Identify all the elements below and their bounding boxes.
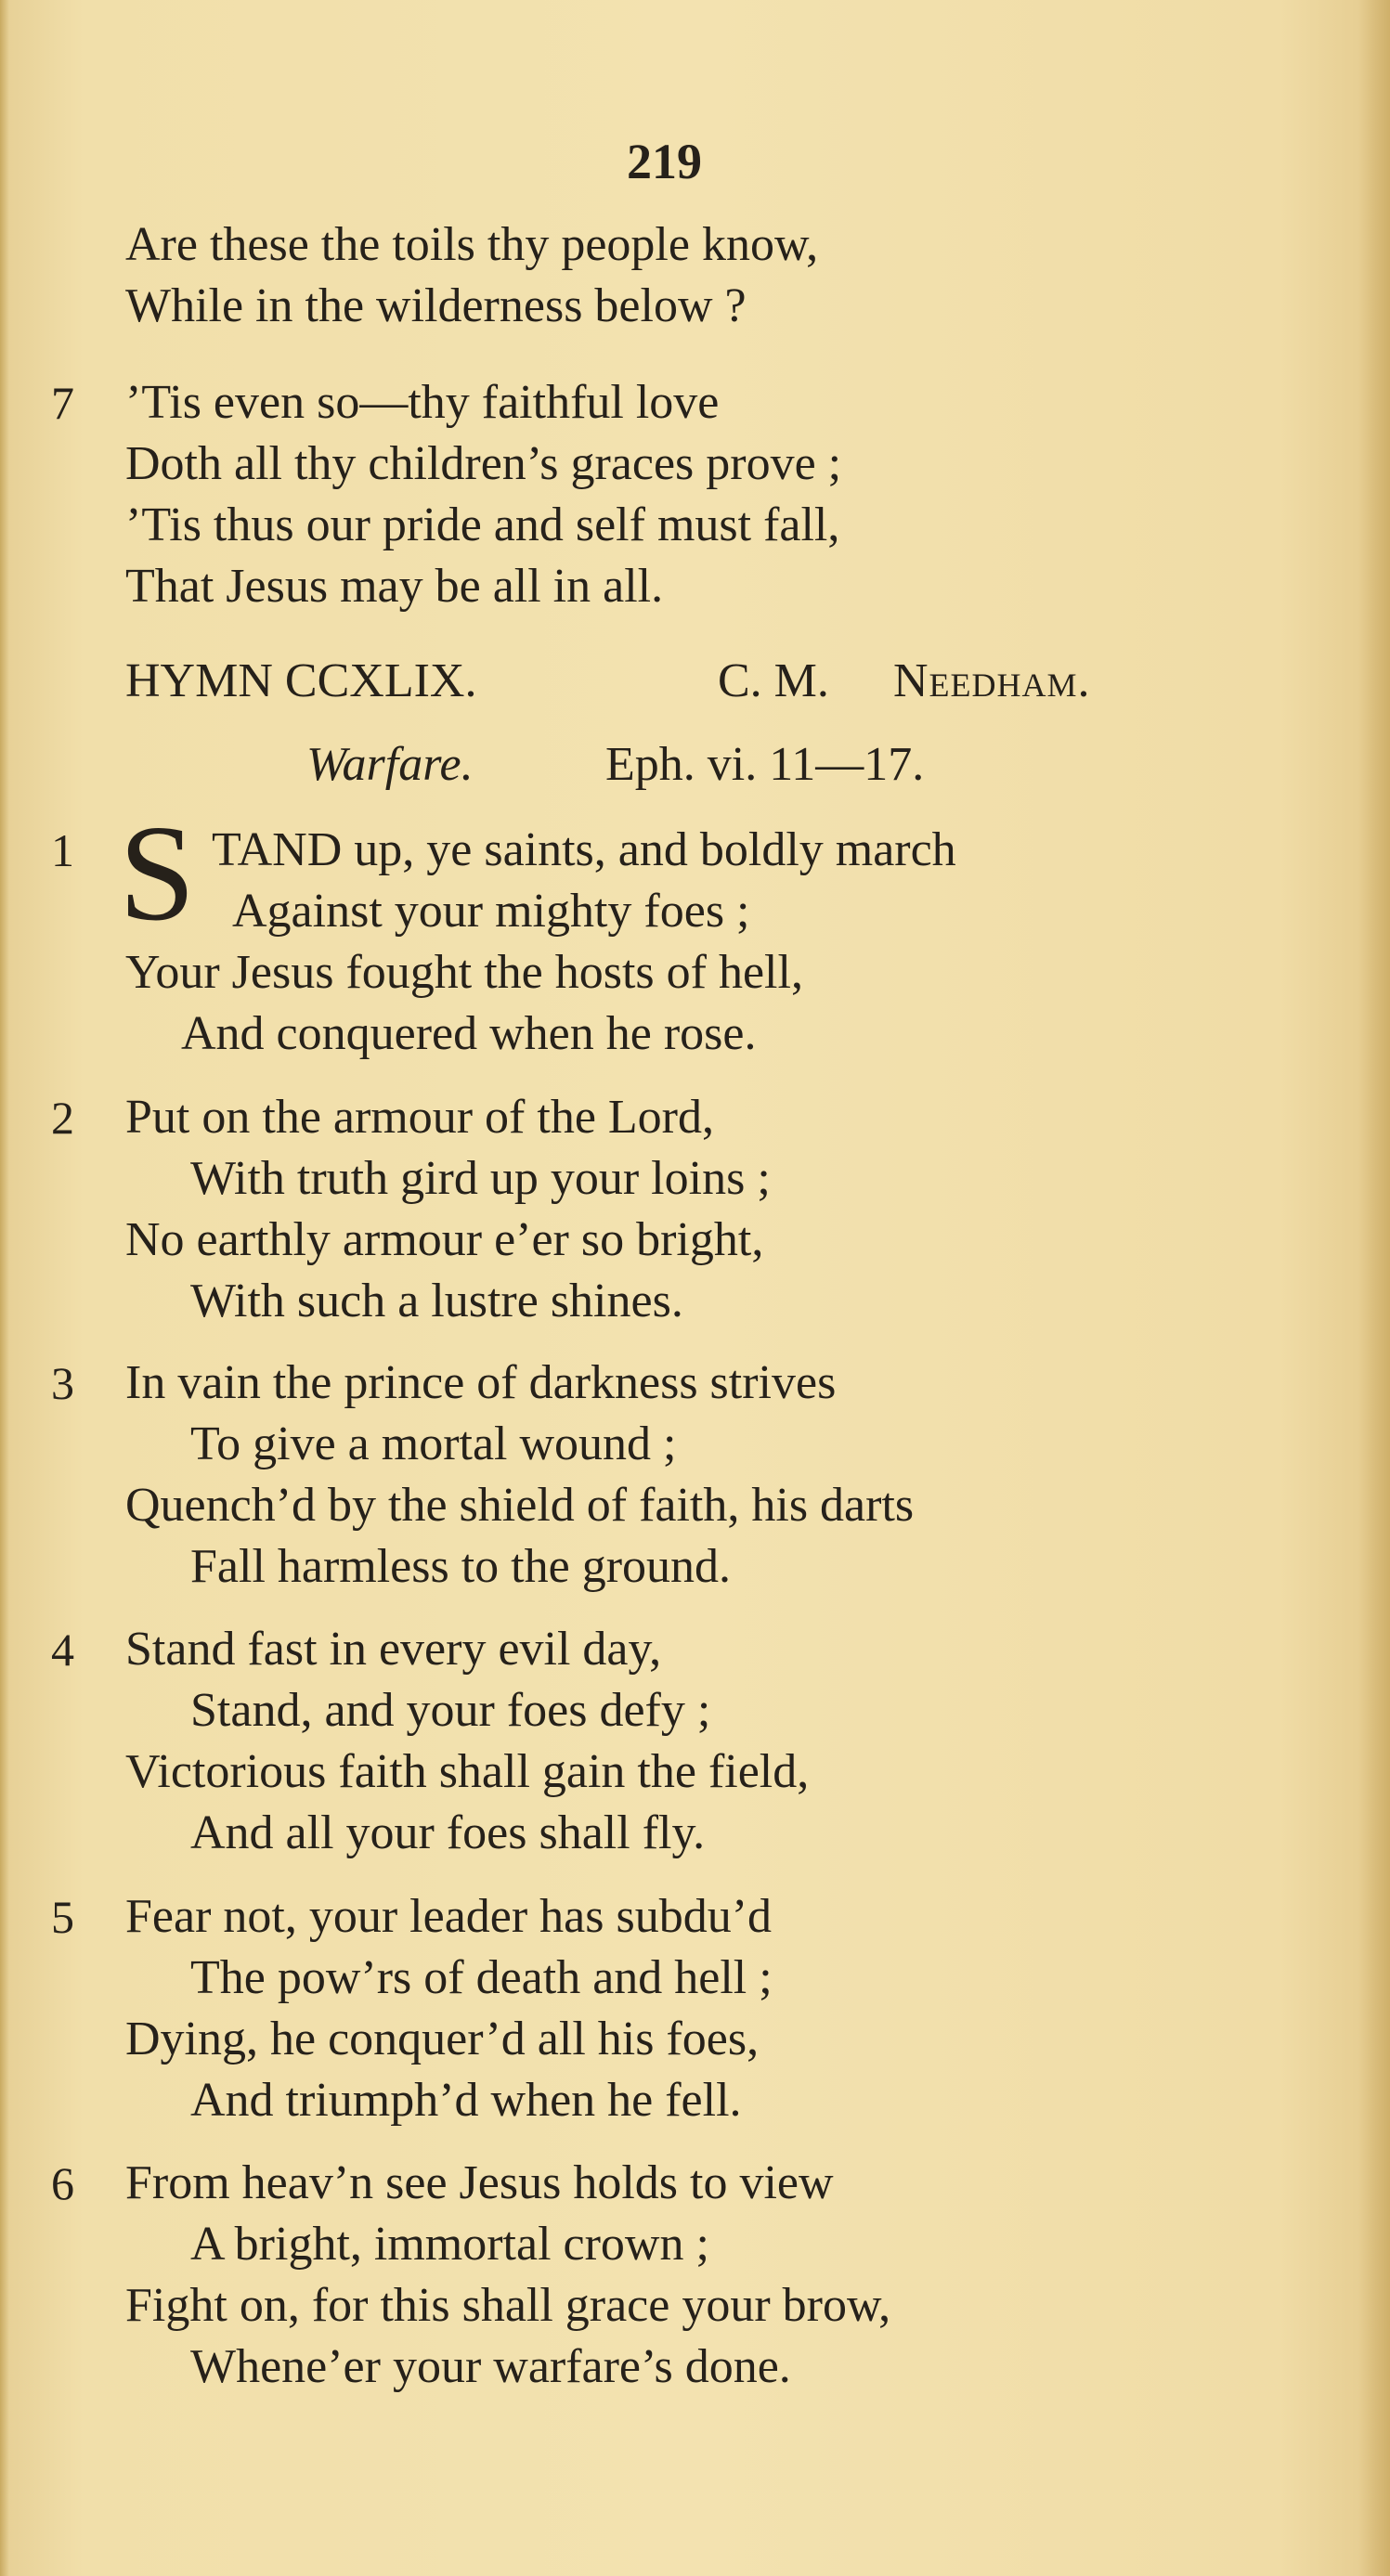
stanza-number: 4 [51,1624,74,1676]
prev-hymn-line: Are these the toils thy people know, [125,218,819,271]
stanza-line: Dying, he conquer’d all his foes, [125,2013,760,2065]
stanza-line: In vain the prince of darkness strives [125,1356,837,1409]
stanza-line: With such a lustre shines. [190,1275,683,1327]
stanza-number: 5 [51,1891,74,1943]
stanza-line: Fear not, your leader has subdu’d [125,1890,773,1943]
stanza-number: 7 [51,377,74,429]
stanza-line: TAND up, ye saints, and boldly march [212,823,956,876]
stanza-line: Victorious faith shall gain the field, [125,1745,810,1798]
stanza-line: The pow’rs of death and hell ; [190,1951,773,2004]
stanza-line: Against your mighty foes ; [232,885,750,938]
stanza-line: Quench’d by the shield of faith, his darts [125,1479,915,1532]
stanza-line: That Jesus may be all in all. [125,560,664,613]
stanza-number: 2 [51,1092,74,1144]
stanza-line: No earthly armour e’er so bright, [125,1213,764,1266]
stanza-line: Stand fast in every evil day, [125,1623,662,1676]
stanza-line: ’Tis thus our pride and self must fall, [125,498,840,551]
stanza-line: And conquered when he rose. [181,1007,757,1060]
stanza-line: Fight on, for this shall grace your brow, [125,2279,891,2332]
hymn-theme: Warfare. [306,738,474,791]
page-edge-shadow [1358,0,1390,2576]
scripture-reference: Eph. vi. 11—17. [605,738,925,791]
stanza-line: And triumph’d when he fell. [190,2074,742,2127]
stanza-line: Whene’er your warfare’s done. [190,2340,791,2393]
page-binding-shadow [0,0,9,2576]
hymn-title: HYMN CCXLIX. [125,654,477,707]
stanza-number: 3 [51,1357,74,1409]
drop-cap: S [119,797,196,950]
stanza-line: To give a mortal wound ; [190,1417,677,1470]
stanza-line: With truth gird up your loins ; [190,1152,771,1205]
stanza-line: ’Tis even so—thy faithful love [125,376,720,429]
stanza-line: A bright, immortal crown ; [190,2218,709,2271]
stanza-line: Fall harmless to the ground. [190,1540,732,1593]
stanza-number: 6 [51,2157,74,2209]
stanza-line: Doth all thy children’s graces prove ; [125,437,842,490]
prev-hymn-line: While in the wilderness below ? [125,279,747,332]
stanza-line: And all your foes shall fly. [190,1806,706,1859]
stanza-number: 1 [51,824,74,876]
stanza-line: Your Jesus fought the hosts of hell, [125,946,803,999]
hymn-meter: C. M. [718,654,829,707]
page-number: 219 [627,134,702,189]
stanza-line: Stand, and your foes defy ; [190,1684,711,1737]
stanza-line: Put on the armour of the Lord, [125,1091,714,1144]
hymn-tune: Needham. [893,654,1091,707]
stanza-line: From heav’n see Jesus holds to view [125,2156,834,2209]
